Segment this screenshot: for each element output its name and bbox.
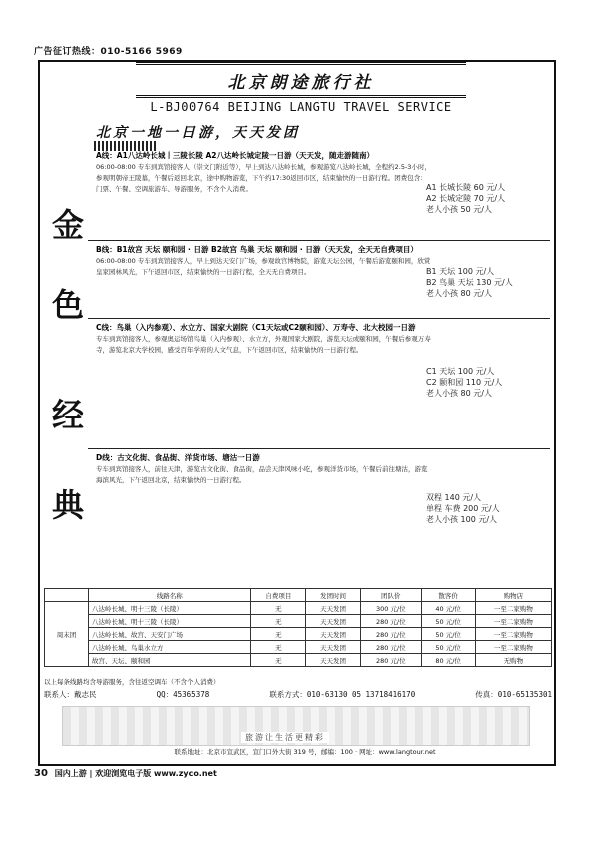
table-cell: 无购物: [475, 654, 551, 667]
table-cell: 故宫、天坛、颐和园: [88, 654, 251, 667]
route-body: 专车到宾馆接客人，前往天津，游览古文化街、食品街，品尝天津风味小吃，参观洋货市场，午餐后前往塘沽，游览海滨风光，下午返回北京，结束愉快的一日游行程。: [96, 465, 428, 484]
contact-bar: [44, 689, 552, 700]
contact-fax: 传真：010-65135301: [475, 690, 552, 699]
table-cell: 280 元/位: [360, 615, 421, 628]
table-header-blank: [45, 589, 89, 602]
table-cell: 50 元/位: [421, 641, 475, 654]
table-cell: 八达岭长城、故宫、天安门广场: [88, 628, 251, 641]
price-line: B1 天坛 100 元/人: [426, 267, 495, 276]
table-cell: 无: [251, 654, 306, 667]
side-char-4: 典: [52, 486, 85, 524]
table-cell: 八达岭长城、明十三陵（长陵）: [88, 602, 251, 615]
scenery-banner: [62, 706, 530, 746]
slogan: 北京一地一日游，天天发团: [96, 125, 300, 141]
price-line: C1 天坛 100 元/人: [426, 367, 495, 376]
table-cell: 一至二家购物: [475, 628, 551, 641]
route-a: [96, 150, 556, 214]
table-row: [45, 654, 552, 667]
divider: [88, 240, 550, 241]
table-cell: 一至二家购物: [475, 615, 551, 628]
table-cell: 280 元/位: [360, 654, 421, 667]
table-cell: 天天发团: [306, 641, 361, 654]
route-b: [96, 244, 556, 298]
price-line: C2 颐和园 110 元/人: [426, 378, 503, 387]
route-heading: B线：B1故宫 天坛 颐和园 · 日游 B2故宫 鸟巢 天坛 颐和园 · 日游（天天发，全天无自费项目）: [96, 245, 418, 254]
divider: [88, 448, 550, 449]
price-line: B2 鸟巢 天坛 130 元/人: [426, 278, 513, 287]
route-d: [96, 452, 556, 524]
license-line: L-BJ00764 BEIJING LANGTU TRAVEL SERVICE: [150, 100, 452, 114]
footer-site: 欢迎浏览电子版 www.zyco.net: [95, 769, 217, 778]
table-cell: 无: [251, 602, 306, 615]
table-cell: 280 元/位: [360, 628, 421, 641]
table-header: 散客价: [421, 589, 475, 602]
table-cell: 50 元/位: [421, 628, 475, 641]
table-cell: 280 元/位: [360, 641, 421, 654]
side-char-3: 经: [52, 396, 85, 434]
table-header: 团队价: [360, 589, 421, 602]
price-line: 老人小孩 80 元/人: [426, 289, 492, 298]
price-line: 双程 140 元/人: [426, 493, 482, 502]
table-cell: 一至二家购物: [475, 641, 551, 654]
contact-person: 联系人：戴志民: [44, 690, 97, 699]
price-line: 单程 车费 200 元/人: [426, 504, 500, 513]
table-cell: 天天发团: [306, 628, 361, 641]
table-header: 线路名称: [88, 589, 251, 602]
ad-hotline: 广告征订热线：010-5166 5969: [34, 47, 183, 57]
table-cell: 40 元/位: [421, 602, 475, 615]
route-price-table: [44, 588, 552, 667]
table-cell: 天天发团: [306, 615, 361, 628]
footer-section: 国内上游: [54, 769, 87, 778]
table-cell: 天天发团: [306, 602, 361, 615]
route-prices: [426, 182, 536, 215]
route-prices: [426, 366, 536, 399]
route-c: [96, 322, 556, 398]
route-prices: [426, 492, 536, 525]
price-line: A1 长城长陵 60 元/人: [426, 183, 506, 192]
table-cell: 无: [251, 641, 306, 654]
company-title-box: [136, 62, 466, 98]
side-char-2: 色: [52, 286, 85, 324]
table-row: [45, 602, 552, 615]
table-row: [45, 615, 552, 628]
contact-phone: 联系方式：010-63130 05 13718416170: [269, 690, 416, 699]
banner-slogan: 旅游让生活更精彩: [241, 732, 329, 743]
contact-address: 联系地址：北京市宣武区，宣门口外大街 319 号，邮编：100 · 网址：www.langtour.net: [174, 748, 436, 756]
table-cell: 80 元/位: [421, 654, 475, 667]
table-group-label: 周末团: [45, 602, 89, 667]
route-heading: A线：A1八达岭长城丨三陵长陵 A2八达岭长城定陵一日游（天天发，随走游随南）: [96, 151, 374, 160]
table-header: 发团时间: [306, 589, 361, 602]
route-body: 06:00-08:00 专车到宾馆接客人，早上到达天安门广场，参观故宫博物院，游览天坛公园，午餐后游览颐和园，欣赏皇家园林风光，下午返回市区，结束愉快的一日游行程，全天无自费项目。: [96, 257, 431, 276]
table-cell: 天天发团: [306, 654, 361, 667]
route-prices: [426, 266, 536, 299]
table-note: 以上每条线路均含导游服务，含往返空调车（不含个人消费）: [44, 678, 220, 686]
contact-qq: QQ：45365378: [156, 690, 210, 699]
table-header: 自费项目: [251, 589, 306, 602]
table-cell: 八达岭长城、鸟巢水立方: [88, 641, 251, 654]
price-line: 老人小孩 80 元/人: [426, 389, 492, 398]
page-number: 30: [34, 768, 48, 779]
table-cell: 300 元/位: [360, 602, 421, 615]
table-cell: 无: [251, 615, 306, 628]
price-line: A2 长城定陵 70 元/人: [426, 194, 506, 203]
table-header: 购物店: [475, 589, 551, 602]
table-cell: 无: [251, 628, 306, 641]
table-row: [45, 641, 552, 654]
route-body: 专车到宾馆接客人，参观奥运场馆鸟巢（入内参观）、水立方，外观国家大剧院，游览天坛或颐和园，午餐后参观万寿寺，游览北京大学校园，感受百年学府的人文气息，下午返回市区，结束愉快的一日游行程。: [96, 335, 431, 354]
table-row: [45, 628, 552, 641]
price-line: 老人小孩 100 元/人: [426, 515, 498, 524]
page-footer: 30 国内上游 | 欢迎浏览电子版 www.zyco.net: [34, 768, 217, 779]
route-body: 06:00-08:00 专车到宾馆接客人（崇文门附近等），早上到达八达岭长城，参观游览八达岭长城，全程约2.5-3小时，参观明朝帝王陵墓，午餐后返回北京，途中购物游览，下午约17:30返回市区，结束愉快的一日游行程。团费包含：门票、午餐、空调旅游车、导游服务，不含个人消费。: [96, 163, 431, 193]
company-name: 北京朗途旅行社: [227, 72, 375, 93]
side-char-1: 金: [52, 206, 85, 244]
table-cell: 八达岭长城、明十三陵（长陵）: [88, 615, 251, 628]
divider: [88, 318, 550, 319]
route-heading: C线：鸟巢（入内参观）、水立方、国家大剧院（C1天坛或C2颐和园）、万寿寺、北大校园一日游: [96, 323, 416, 332]
price-line: 老人小孩 50 元/人: [426, 205, 492, 214]
table-header-row: [45, 589, 552, 602]
route-heading: D线：古文化街、食品街、洋货市场、塘沽一日游: [96, 453, 260, 462]
table-cell: 一至二家购物: [475, 602, 551, 615]
table-cell: 50 元/位: [421, 615, 475, 628]
